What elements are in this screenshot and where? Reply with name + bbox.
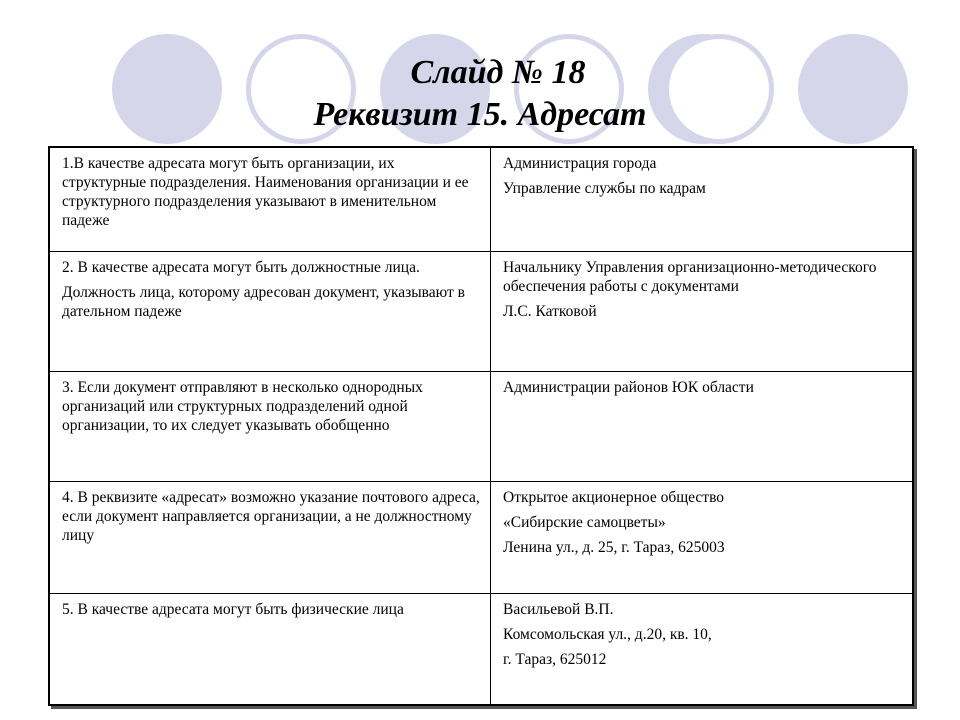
slide-title-number: Слайд № 18: [410, 54, 586, 91]
rule-cell: [49, 593, 491, 705]
example-cell: [491, 593, 914, 705]
rule-cell: [49, 371, 491, 481]
example-text: Васильевой В.П.: [503, 600, 614, 618]
requisite-table-body: [49, 147, 913, 705]
requisite-table: [48, 146, 914, 706]
table-row: [49, 593, 913, 705]
example-text: Администрация города: [503, 155, 657, 172]
rule-text: 4. В реквизите «адресат» возможно указание почтового адреса, если документ направляется организации, а не должностному лицу: [62, 488, 480, 544]
rule-text: 1.В качестве адресата могут быть организации, их структурные подразделения. Наименования организации и ее структурного подразделения указывают в именительном падеже: [62, 155, 469, 229]
rule-cell: [49, 251, 491, 371]
rule-cell: [49, 481, 491, 593]
table-row: [49, 371, 913, 481]
table-row: [49, 147, 913, 251]
example-cell: [491, 147, 914, 251]
example-text: Открытое акционерное общество: [503, 488, 725, 506]
example-text: Управление службы по кадрам: [503, 180, 706, 197]
example-text: Л.С. Катковой: [503, 302, 597, 320]
rule-text: 2. В качестве адресата могут быть должностные лица.: [62, 258, 420, 276]
example-cell: [491, 481, 914, 593]
rule-cell: [49, 147, 491, 251]
example-cell: [491, 251, 914, 371]
table-row: [49, 251, 913, 371]
example-text: Начальнику Управления организационно-методического обеспечения работы с документами: [503, 258, 877, 295]
example-text: г. Тараз, 625012: [503, 650, 607, 668]
example-text: «Сибирские самоцветы»: [503, 513, 666, 531]
slide-title-subject: Реквизит 15. Адресат: [313, 96, 647, 133]
example-text: Ленина ул., д. 25, г. Тараз, 625003: [503, 538, 725, 556]
example-text: Администрации районов ЮК области: [503, 378, 754, 396]
slide-title: [0, 52, 960, 136]
rule-text: Должность лица, которому адресован документ, указывают в дательном падеже: [62, 283, 465, 320]
rule-text: 3. Если документ отправляют в несколько однородных организаций или структурных подразделений одной организации, то их следует указывать обобщенно: [62, 378, 423, 434]
rule-text: 5. В качестве адресата могут быть физические лица: [62, 600, 404, 618]
example-cell: [491, 371, 914, 481]
example-text: Комсомольская ул., д.20, кв. 10,: [503, 625, 712, 643]
table-row: [49, 481, 913, 593]
